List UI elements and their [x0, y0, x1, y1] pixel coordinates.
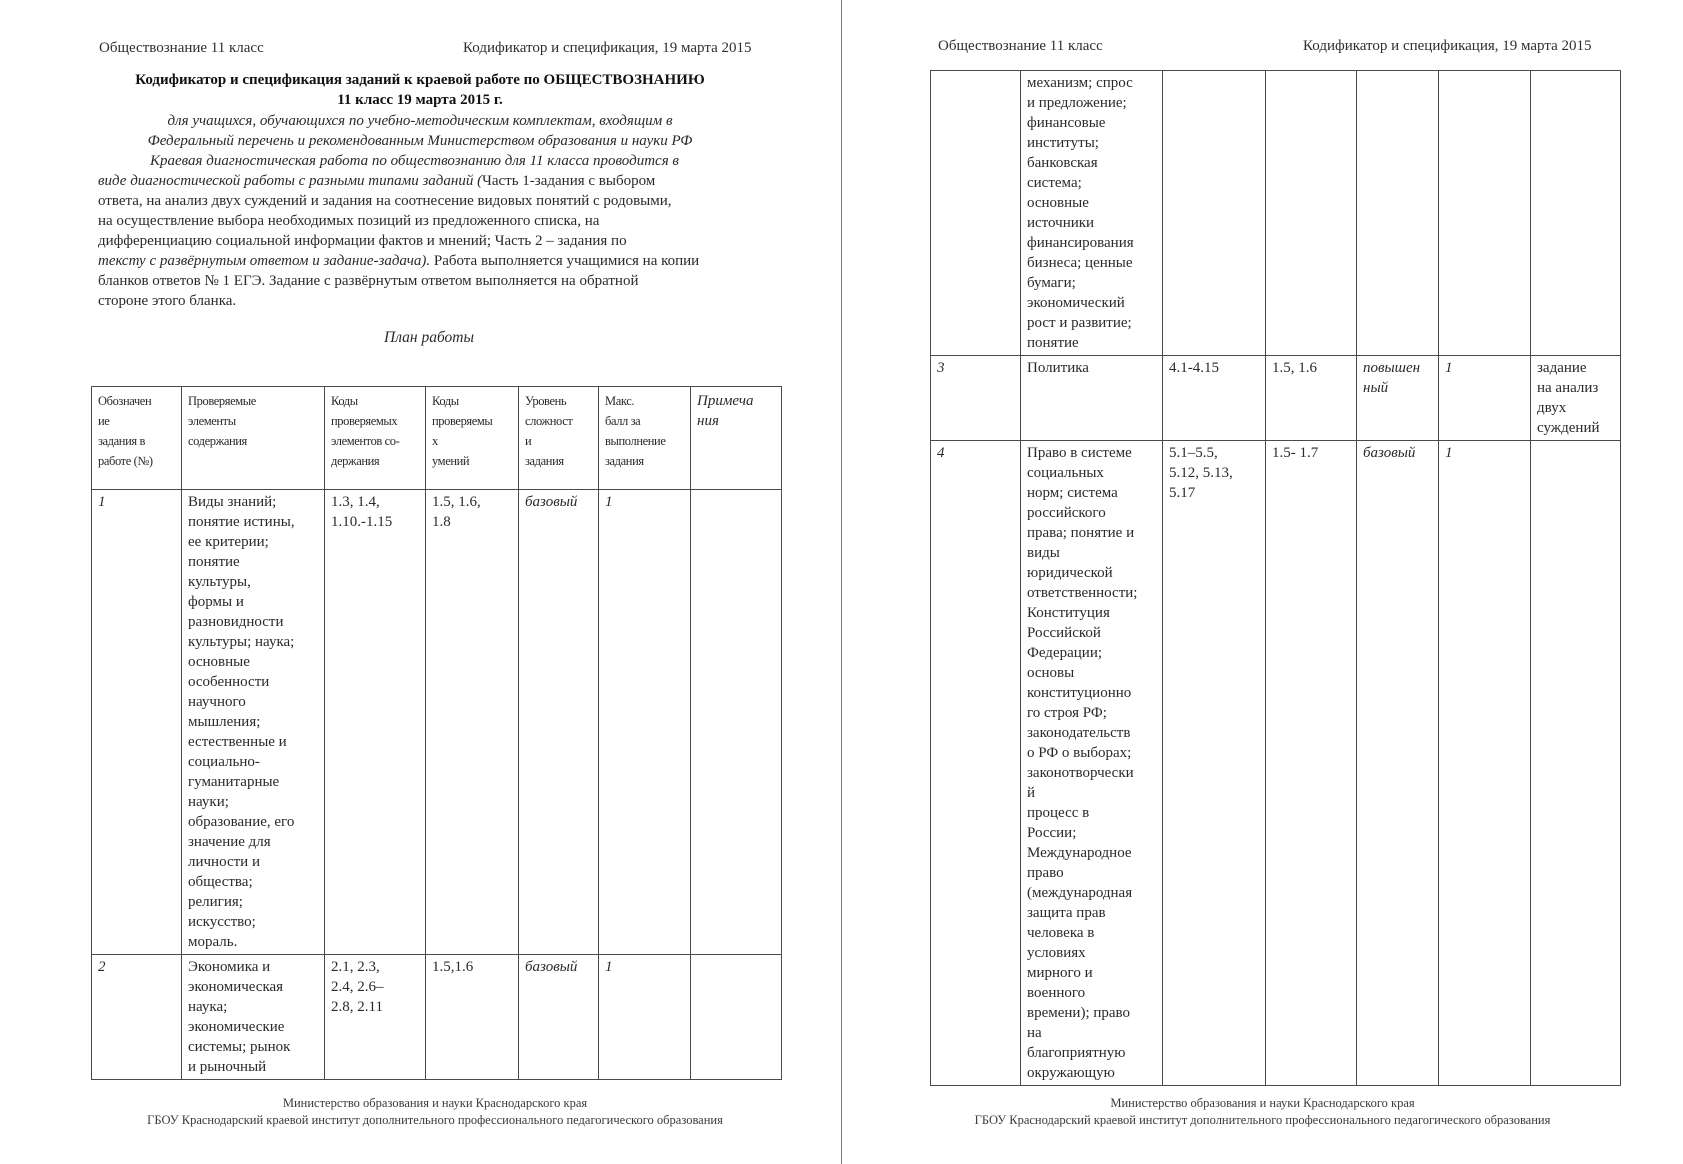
intro-text-line4: на осуществление выбора необходимых позиций из предложенного списка, на: [98, 213, 600, 229]
content-codes: 1.3, 1.4, 1.10.-1.15: [325, 490, 426, 955]
content-elements: Виды знаний; понятие истины, ее критерии; понятие культуры, формы и разновидности культуры; наука; основные особенности научного мышления; естественные и социально- гуманитарные науки; образование, его значение для личности и общества; религия; искусство; мораль.: [182, 490, 325, 955]
task-number: 3: [931, 356, 1021, 441]
intro-text-line6: тексту с развёрнутым ответом и задание-задача). Работа выполняется учащимися на копии: [98, 253, 700, 269]
difficulty-level: базовый: [519, 955, 599, 1080]
plan-table-continued: [930, 70, 1621, 1086]
footer-ministry: Министерство образования и науки Краснодарского края: [1110, 1096, 1415, 1110]
table-header-max-score: Макс. балл за выполнение задания: [599, 387, 691, 490]
content-codes: 4.1-4.15: [1163, 356, 1266, 441]
difficulty-level: [1357, 71, 1439, 356]
skill-codes: [1266, 71, 1357, 356]
task-number: [931, 71, 1021, 356]
table-row: [931, 441, 1621, 1086]
notes: [1531, 71, 1621, 356]
right-page: [842, 0, 1683, 1164]
skill-codes: 1.5,1.6: [426, 955, 519, 1080]
max-score: [1439, 71, 1531, 356]
difficulty-level: базовый: [1357, 441, 1439, 1086]
intro-text-line8: стороне этого бланка.: [98, 293, 237, 309]
table-header-content-codes: Коды проверяемых элементов со- держания: [325, 387, 426, 490]
header-subject: Обществознание 11 класс: [99, 40, 264, 56]
max-score: 1: [599, 490, 691, 955]
table-header-level: Уровень сложност и задания: [519, 387, 599, 490]
header-doc-title: Кодификатор и спецификация, 19 марта 2015: [463, 40, 752, 56]
skill-codes: 1.5, 1.6, 1.8: [426, 490, 519, 955]
table-row: [931, 356, 1621, 441]
skill-codes: 1.5, 1.6: [1266, 356, 1357, 441]
max-score: 1: [1439, 441, 1531, 1086]
intro-text-line3: ответа, на анализ двух суждений и задания на соотнесение видовых понятий с родовыми,: [98, 193, 672, 209]
document-title: Кодификатор и спецификация заданий к краевой работе по ОБЩЕСТВОЗНАНИЮ: [135, 72, 705, 88]
table-row: [92, 955, 782, 1080]
document-title-line2: 11 класс 19 марта 2015 г.: [337, 92, 503, 108]
header-subject: Обществознание 11 класс: [938, 38, 1103, 54]
table-header-task-number: Обозначен ие задания в работе (№): [92, 387, 182, 490]
task-number: 1: [92, 490, 182, 955]
max-score: 1: [1439, 356, 1531, 441]
notes: [691, 955, 782, 1080]
table-header-skill-codes: Коды проверяемы х умений: [426, 387, 519, 490]
task-number: 2: [92, 955, 182, 1080]
table-header-notes: Примеча ния: [691, 387, 782, 490]
subtitle-line2: Федеральный перечень и рекомендованным Министерством образования и науки РФ: [147, 133, 693, 149]
skill-codes: 1.5- 1.7: [1266, 441, 1357, 1086]
max-score: 1: [599, 955, 691, 1080]
intro-text: Краевая диагностическая работа по обществознанию для 11 класса проводится в: [150, 153, 679, 169]
notes: [1531, 441, 1621, 1086]
notes: задание на анализ двух суждений: [1531, 356, 1621, 441]
intro-text-line5: дифференциацию социальной информации фактов и мнений; Часть 2 – задания по: [98, 233, 627, 249]
task-number: 4: [931, 441, 1021, 1086]
plan-title: План работы: [384, 329, 474, 346]
footer-institute: ГБОУ Краснодарский краевой институт дополнительного профессионального педагогического образования: [147, 1113, 723, 1127]
intro-text-line2: виде диагностической работы с разными типами заданий (Часть 1-задания с выбором: [98, 173, 656, 189]
table-header-content-elements: Проверяемые элементы содержания: [182, 387, 325, 490]
footer-ministry: Министерство образования и науки Краснодарского края: [282, 1096, 588, 1110]
plan-table: [91, 386, 782, 1080]
notes: [691, 490, 782, 955]
table-row: [92, 490, 782, 955]
content-codes: 5.1–5.5, 5.12, 5.13, 5.17: [1163, 441, 1266, 1086]
content-elements: Право в системе социальных норм; система российского права; понятие и виды юридической ответственности; Конституция Российской Федерации; основы конституционно го строя РФ; законодательств о РФ о выборах; законотворчески й процесс в России; Международное право (международная защита прав человека в условиях мирного и военного времени); право на благоприятную окружающую: [1021, 441, 1163, 1086]
content-elements: Экономика и экономическая наука; экономические системы; рынок и рыночный: [182, 955, 325, 1080]
content-codes: 2.1, 2.3, 2.4, 2.6– 2.8, 2.11: [325, 955, 426, 1080]
intro-text-line7: бланков ответов № 1 ЕГЭ. Задание с развёрнутым ответом выполняется на обратной: [98, 273, 639, 289]
table-row: [931, 71, 1621, 356]
difficulty-level: повышен ный: [1357, 356, 1439, 441]
footer-institute: ГБОУ Краснодарский краевой институт дополнительного профессионального педагогического образования: [974, 1113, 1551, 1127]
content-elements: Политика: [1021, 356, 1163, 441]
left-page: [0, 0, 840, 1164]
content-elements: механизм; спрос и предложение; финансовые институты; банковская система; основные источники финансирования бизнеса; ценные бумаги; экономический рост и развитие; понятие: [1021, 71, 1163, 356]
difficulty-level: базовый: [519, 490, 599, 955]
table-header-row: [92, 387, 782, 490]
header-doc-title: Кодификатор и спецификация, 19 марта 2015: [1303, 38, 1592, 54]
subtitle: для учащихся, обучающихся по учебно-методическим комплектам, входящим в: [167, 113, 673, 129]
content-codes: [1163, 71, 1266, 356]
